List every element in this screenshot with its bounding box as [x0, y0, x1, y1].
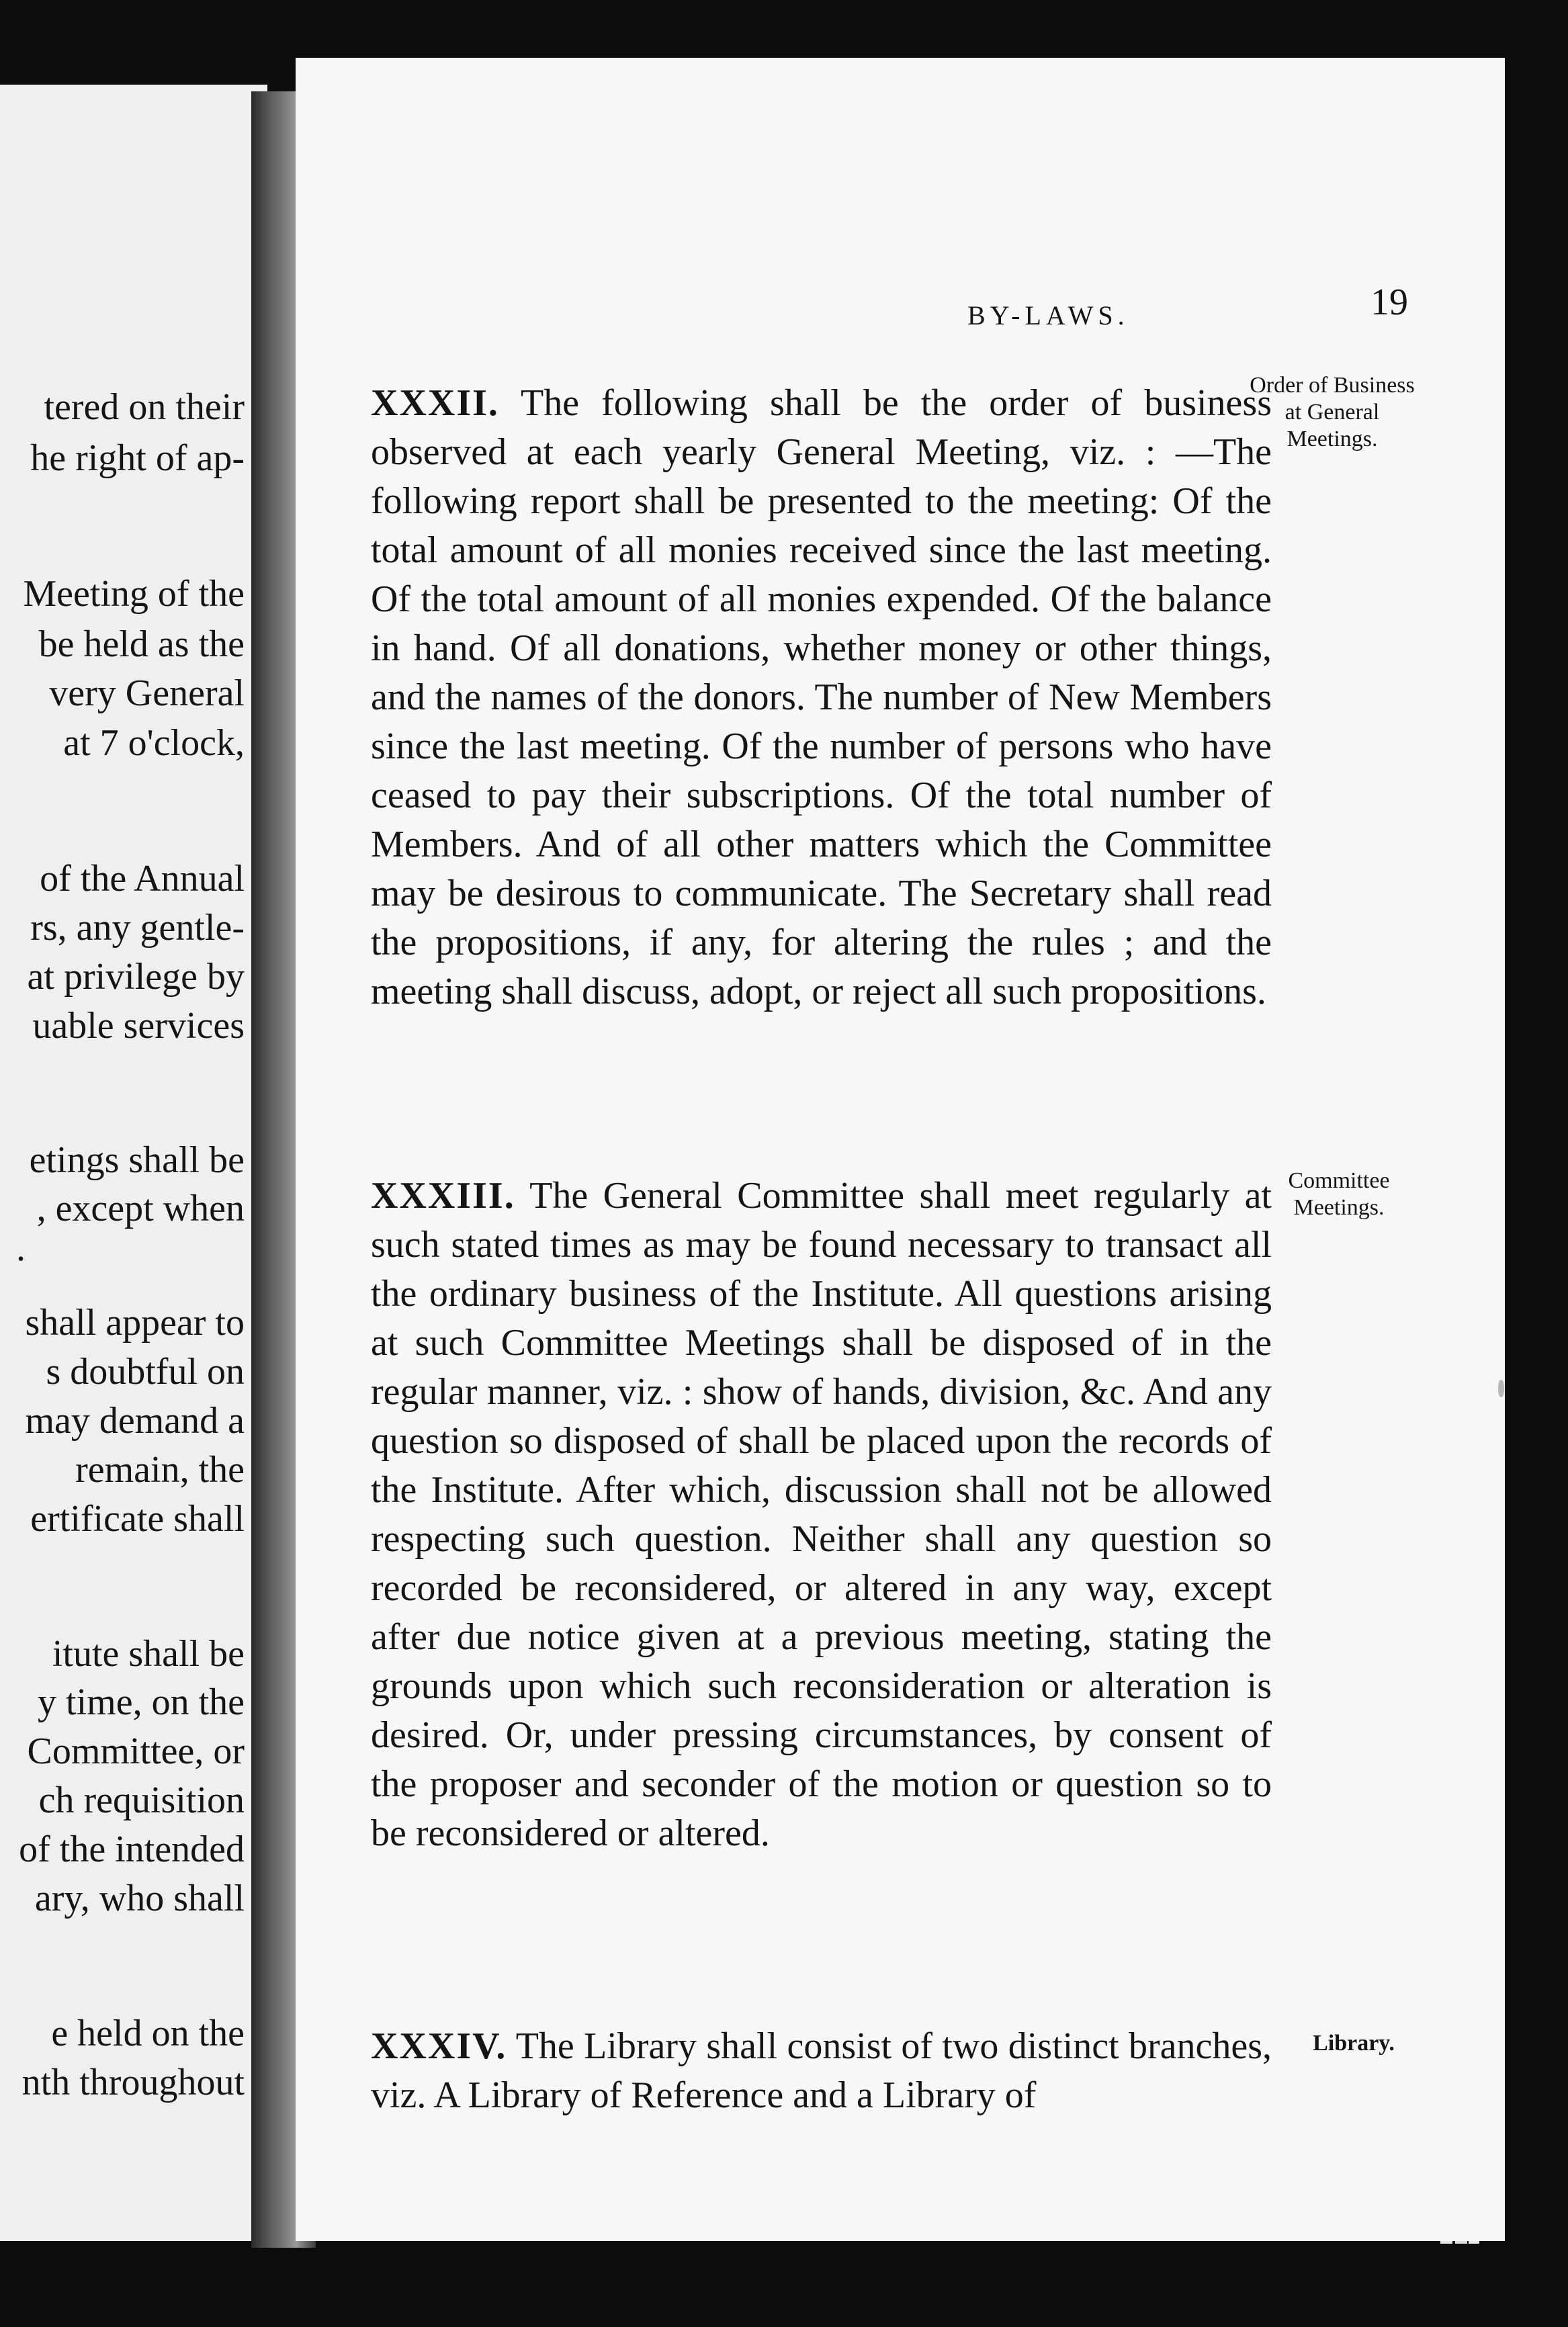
left-page-fragment: nth throughout — [21, 2062, 245, 2103]
left-page — [0, 85, 267, 2241]
left-page-fragment: ch requisition — [38, 1780, 245, 1821]
left-page-fragment: ertificate shall — [30, 1498, 245, 1540]
running-header: BY-LAWS. — [967, 300, 1129, 331]
left-page-fragment: y time, on the — [38, 1681, 245, 1723]
article-xxxiv — [335, 2022, 1272, 2120]
article-numeral: XXXIV. — [371, 2025, 507, 2067]
right-page — [296, 58, 1505, 2241]
left-page-fragment: etings shall be — [29, 1139, 245, 1181]
left-page-fragment: of the intended — [19, 1829, 245, 1870]
article-numeral: XXXII. — [371, 382, 499, 424]
left-page-fragment: shall appear to — [25, 1302, 245, 1344]
left-page-fragment: of the Annual — [40, 858, 245, 899]
left-page-fragment: ary, who shall — [34, 1878, 245, 1919]
left-page-fragment: Meeting of the — [23, 573, 245, 615]
left-page-fragment: rs, any gentle- — [30, 907, 245, 949]
left-page-fragment: Committee, or — [27, 1730, 245, 1772]
left-page-fragment: tered on their — [44, 386, 245, 428]
left-page-fragment: very General — [49, 672, 245, 714]
left-page-fragment: e held on the — [51, 2013, 245, 2054]
left-page-fragment: . — [16, 1227, 26, 1269]
left-page-fragment: uable services — [32, 1005, 245, 1047]
article-text: The General Committee shall meet regularly at such stated times as may be found necessary to transact all the ordinary business of the Institute. All questions arising at such Committee Meetings shall be disposed of in the regular manner, viz. : show of hands, division, &c. And any question so disposed of shall be placed upon the records of the Institute. After which, discussion shall not be allowed respecting such question. Neither shall any question so recorded be reconsidered, or altered in any way, except after due notice given at a previous meeting, stating the grounds upon which such reconsideration or alteration is desired. Or, under pressing circumstances, by consent of the proposer and seconder of the motion or question so to be reconsidered or altered. — [371, 1175, 1272, 1854]
article-numeral: XXXIII. — [371, 1175, 515, 1217]
left-page-fragment: he right of ap- — [30, 437, 245, 479]
page-number: 19 — [1370, 281, 1408, 323]
article-xxxiii — [335, 1172, 1272, 1858]
article-xxxii — [335, 379, 1272, 1016]
left-page-fragment: at 7 o'clock, — [63, 722, 245, 764]
left-page-fragment: be held as the — [38, 623, 245, 665]
margin-note-order-of-business: Order of Business at General Meetings. — [1250, 373, 1415, 451]
left-page-fragment: itute shall be — [52, 1633, 245, 1675]
article-text: The Library shall consist of two distinct branches, viz. A Library of Reference and a Library of — [371, 2025, 1272, 2116]
scan-smudge — [1498, 1380, 1504, 1397]
left-page-fragment: s doubtful on — [46, 1351, 245, 1393]
left-page-fragment: may demand a — [25, 1400, 245, 1442]
left-page-fragment: remain, the — [75, 1449, 245, 1491]
article-text: The following shall be the order of business observed at each yearly General Meeting, viz. : —The following report shall be presented to the meeting: Of the total amount of all monies received since the last meeting. Of the total amount of all monies expended. Of the balance in hand. Of all donations, whether money or other things, and the names of the donors. The number of New Members since the last meeting. Of the number of persons who have ceased to pay their subscriptions. Of the total number of Members. And of all other matters which the Committee may be desirous to communicate. The Secretary shall read the propositions, if any, for altering the rules ; and the meeting shall discuss, adopt, or reject all such propositions. — [371, 382, 1272, 1012]
left-page-fragment: , except when — [36, 1188, 245, 1229]
margin-note-committee-meetings: Committee Meetings. — [1288, 1168, 1390, 1220]
left-page-fragment: at privilege by — [27, 956, 245, 998]
margin-note-library: Library. — [1313, 2031, 1395, 2056]
